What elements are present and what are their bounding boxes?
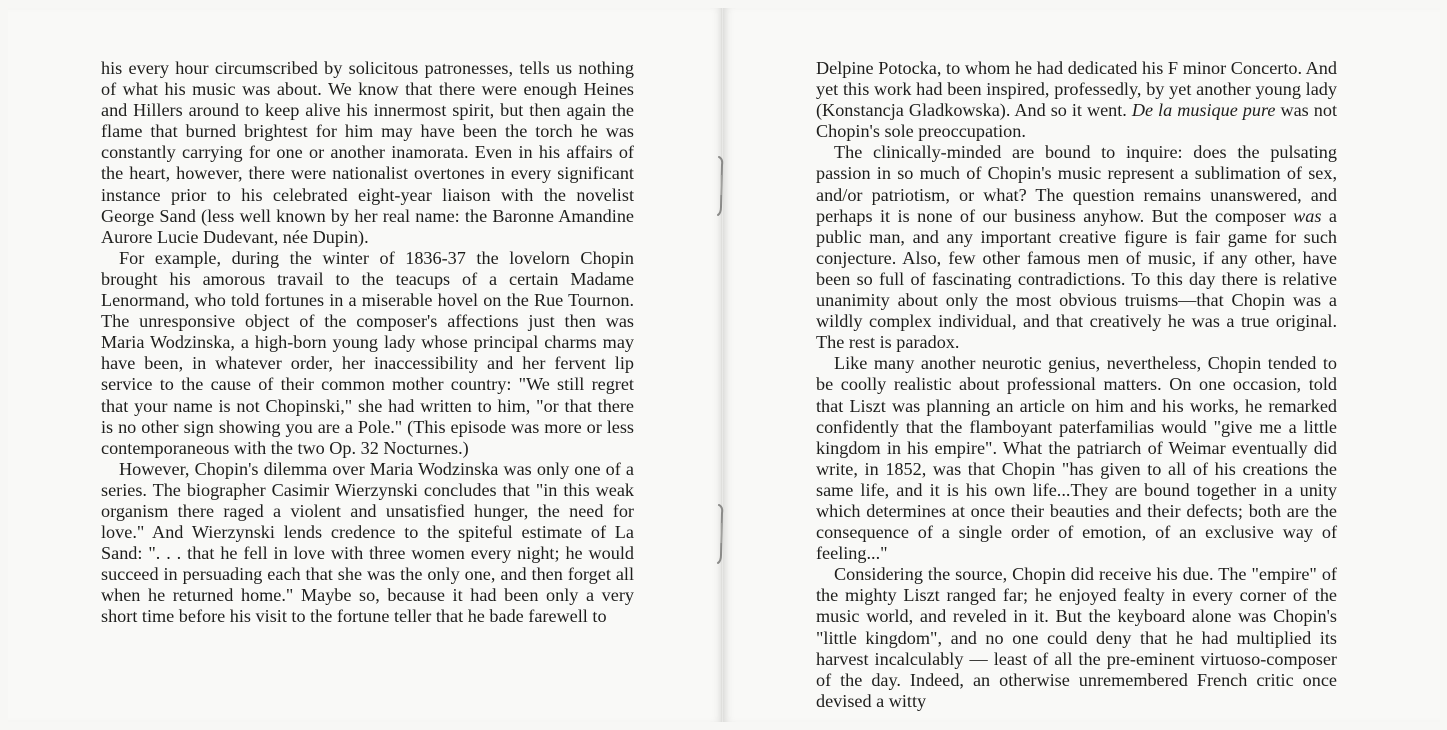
right-p2-text-a: The clinically-minded are bound to inquire: does the pulsating passion in so much of Chopin's music represent a sublimation of sex, and/or patriotism, or what? The question remains unanswered, and perhaps it is none of our business anyhow. But the composer — [816, 142, 1337, 226]
right-paragraph-4: Considering the source, Chopin did receive his due. The "empire" of the mighty Liszt ranged far; he enjoyed fealty in every corner of the music world, and reveled in it. But the keyboard alone was Chopin's "little kingdom", and no one could deny that he had multiplied its harvest incalculably — least of all the pre-eminent virtuoso-composer of the day. Indeed, an otherwise unremembered French critic once devised a witty — [816, 564, 1337, 711]
right-p1-italic: De la musique pure — [1131, 100, 1276, 121]
right-paragraph-3: Like many another neurotic genius, nevertheless, Chopin tended to be coolly realistic about professional matters. On one occasion, told that Liszt was planning an article on him and his works, he remarked confidently that the flamboyant paterfamilias would "give me a little kingdom in his empire". What the patriarch of Weimar eventually did write, in 1852, was that Chopin "has given to all of his creations the same life, and it is his own life...They are bound together in a unity which determines at once their beauties and their defects; both are the consequence of a single order of emotion, of an exclusive way of feeling..." — [816, 353, 1337, 564]
right-p2-italic: was — [1293, 205, 1322, 226]
right-text-column — [816, 58, 1337, 712]
right-paragraph-2 — [816, 142, 1337, 353]
left-page — [8, 8, 722, 722]
right-page — [724, 8, 1440, 722]
left-paragraph-1: his every hour circumscribed by solicitous patronesses, tells us nothing of what his music was about. We know that there were enough Heines and Hillers around to keep alive his innermost spirit, but then again the flame that burned brightest for him may have been the torch he was constantly carrying for one or another inamorata. Even in his affairs of the heart, however, there were nationalist overtones in every significant instance prior to his celebrated eight-year liaison with the novelist George Sand (less well known by her real name: the Baronne Amandine Aurore Lucie Dudevant, née Dupin). — [101, 58, 634, 247]
left-text-column — [101, 58, 634, 628]
right-p2-text-b: a public man, and any important creative figure is fair game for such conjecture. Also, few other famous men of music, if any other, have been so full of fascinating contradictions. To this day there is relative unanimity about only the most obvious truisms—that Chopin was a wildly complex individual, and that creatively he was a true original. The rest is paradox. — [816, 205, 1337, 353]
right-p1-text-b: was not Chopin's sole preoccupation. — [816, 100, 1337, 142]
left-paragraph-2: For example, during the winter of 1836-37 the lovelorn Chopin brought his amorous travail to the teacups of a certain Madame Lenormand, who told fortunes in a miserable hovel on the Rue Tournon. The unresponsive object of the composer's affections just then was Maria Wodzinska, a high-born young lady whose principal charms may have been, in whatever order, her inaccessibility and her fervent lip service to the cause of their common mother country: "We still regret that your name is not Chopinski," she had written to him, "or that there is no other sign showing you are a Pole." (This episode was more or less contemporaneous with the two Op. 32 Nocturnes.) — [101, 247, 634, 458]
left-paragraph-3: However, Chopin's dilemma over Maria Wodzinska was only one of a series. The biographer Casimir Wierzynski concludes that "in this weak organism there raged a violent and unsatisfied hunger, the need for love." And Wierzynski lends credence to the spiteful estimate of La Sand: ". . . that he fell in love with three women every night; he would succeed in persuading each that she was the only one, and then forget all when he returned home." Maybe so, because it had been only a very short time before his visit to the fortune teller that he bade farewell to — [101, 458, 634, 627]
right-paragraph-1 — [816, 58, 1337, 142]
right-p1-text-a: Delpine Potocka, to whom he had dedicated his F minor Concerto. And yet this work had been inspired, professedly, by yet another young lady (Konstancja Gladkowska). And so it went. — [816, 58, 1337, 121]
